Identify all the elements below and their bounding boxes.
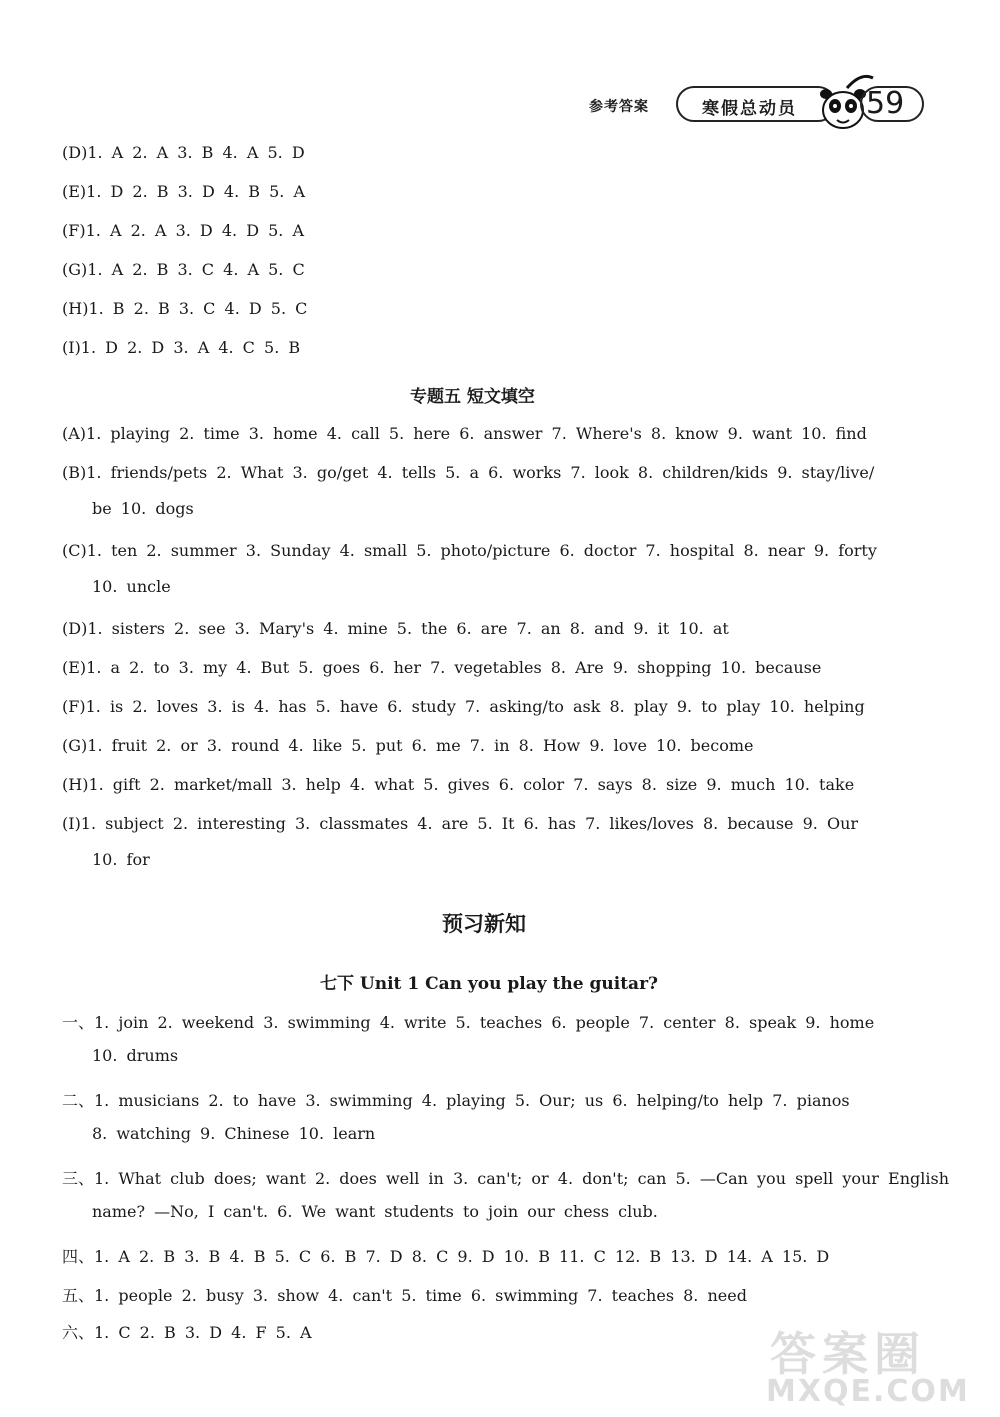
book-title: 寒假总动员 (702, 99, 797, 119)
answer-line: (E)1. a 2. to 3. my 4. But 5. goes 6. her 7. vegetables 8. Are 9. shopping 10. because (62, 658, 822, 677)
answer-line-continued: name? —No, I can't. 6. We want students to join our chess club. (92, 1202, 658, 1221)
answer-line: (F)1. A 2. A 3. D 4. D 5. A (62, 221, 305, 240)
answer-line: 三、1. What club does; want 2. does well in 3. can't; or 4. don't; can 5. —Can you spell your English (62, 1169, 950, 1188)
answer-line: (D)1. A 2. A 3. B 4. A 5. D (62, 143, 305, 162)
answer-line: (I)1. D 2. D 3. A 4. C 5. B (62, 338, 301, 357)
answer-line: 一、1. join 2. weekend 3. swimming 4. write 5. teaches 6. people 7. center 8. speak 9. home (62, 1013, 875, 1032)
answer-line: (H)1. B 2. B 3. C 4. D 5. C (62, 299, 308, 318)
watermark-text: 答案圈 (770, 1327, 926, 1381)
answer-line: (H)1. gift 2. market/mall 3. help 4. what 5. gives 6. color 7. says 8. size 9. much 10. take (62, 775, 855, 794)
answer-line: (A)1. playing 2. time 3. home 4. call 5. here 6. answer 7. Where's 8. know 9. want 10. find (62, 424, 867, 443)
unit-title: 七下 Unit 1 Can you play the guitar? (320, 974, 658, 994)
answer-line-continued: be 10. dogs (92, 499, 194, 518)
answer-line-continued: 10. drums (92, 1046, 179, 1065)
answer-line: (E)1. D 2. B 3. D 4. B 5. A (62, 182, 305, 201)
site-watermark (760, 1318, 996, 1413)
section-title: 预习新知 (442, 912, 526, 936)
answer-line: 二、1. musicians 2. to have 3. swimming 4. playing 5. Our; us 6. helping/to help 7. pianos (62, 1091, 850, 1110)
answer-line: (F)1. is 2. loves 3. is 4. has 5. have 6. study 7. asking/to ask 8. play 9. to play 10. helping (62, 697, 865, 716)
answer-line: (G)1. A 2. B 3. C 4. A 5. C (62, 260, 305, 279)
answer-line-continued: 10. uncle (92, 577, 171, 596)
answer-line: 六、1. C 2. B 3. D 4. F 5. A (62, 1323, 312, 1342)
watermark-url: MXQE.COM (766, 1374, 970, 1409)
answer-line: (I)1. subject 2. interesting 3. classmates 4. are 5. It 6. has 7. likes/loves 8. because 9. Our (62, 814, 859, 833)
answer-line: (G)1. fruit 2. or 3. round 4. like 5. put 6. me 7. in 8. How 9. love 10. become (62, 736, 754, 755)
page-header (0, 0, 1000, 130)
answer-line-continued: 8. watching 9. Chinese 10. learn (92, 1124, 376, 1143)
answer-line: 四、1. A 2. B 3. B 4. B 5. C 6. B 7. D 8. C 9. D 10. B 11. C 12. B 13. D 14. A 15. D (62, 1247, 830, 1266)
answer-line: (C)1. ten 2. summer 3. Sunday 4. small 5. photo/picture 6. doctor 7. hospital 8. near 9. forty (62, 541, 877, 560)
section-title: 专题五 短文填空 (410, 387, 535, 407)
reference-answers-label: 参考答案 (589, 99, 649, 115)
answer-line: (D)1. sisters 2. see 3. Mary's 4. mine 5. the 6. are 7. an 8. and 9. it 10. at (62, 619, 729, 638)
answer-line-continued: 10. for (92, 850, 150, 869)
page-number: 59 (866, 86, 905, 121)
answer-line: 五、1. people 2. busy 3. show 4. can't 5. time 6. swimming 7. teaches 8. need (62, 1286, 747, 1305)
answer-line: (B)1. friends/pets 2. What 3. go/get 4. tells 5. a 6. works 7. look 8. children/kids 9. stay/live/ (62, 463, 875, 482)
